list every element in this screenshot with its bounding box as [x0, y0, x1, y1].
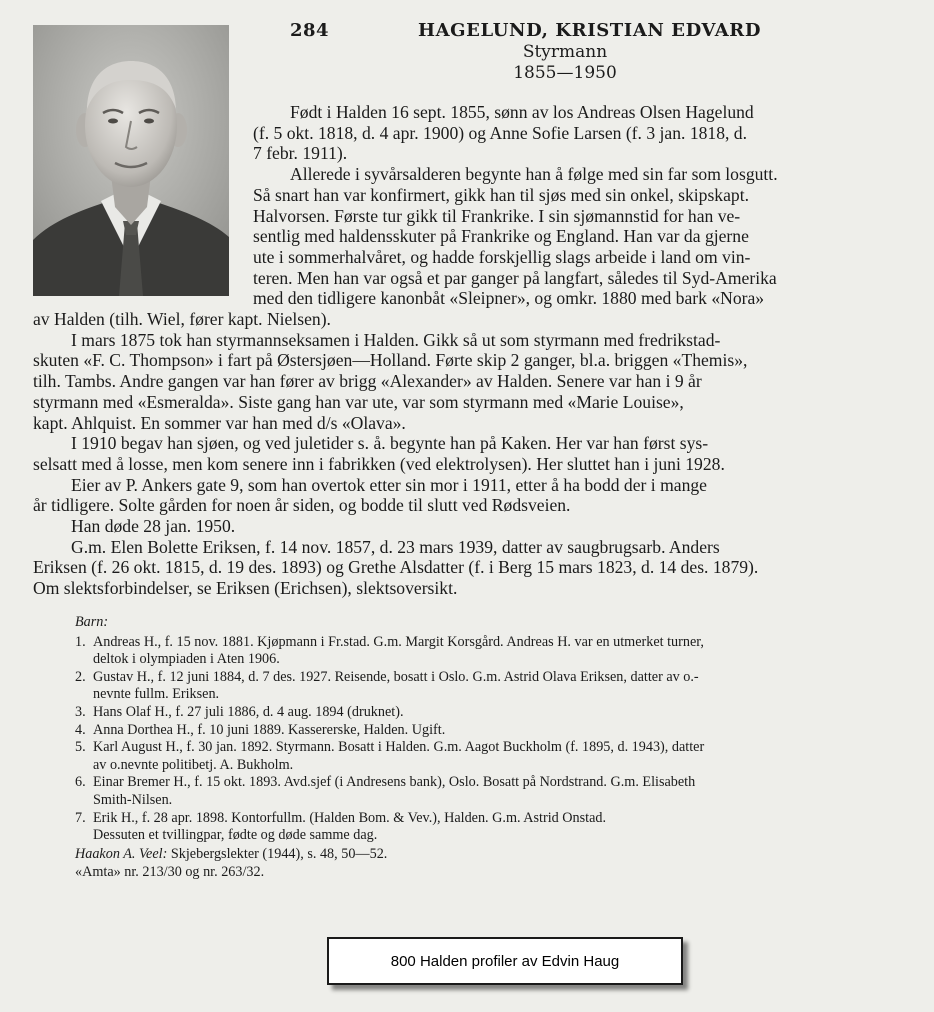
item-text: Karl August H., f. 30 jan. 1892. Styrmann. Bosatt i Halden. G.m. Aagot Buckholm (f. 1895, d. 1943), datter — [93, 739, 705, 756]
lifespan: 1855—1950 — [513, 63, 617, 83]
text-line: skuten «F. C. Thompson» i fart på Østersjøen—Holland. Førte skip 2 ganger, bl.a. briggen «Themis», — [33, 350, 748, 371]
occupation: Styrmann — [522, 42, 608, 62]
text-line: Så snart han var konfirmert, gikk han til sjøs med sin onkel, skipskapt. — [253, 184, 749, 205]
item-text: Andreas H., f. 15 nov. 1881. Kjøpmann i Fr.stad. G.m. Margit Korsgård. Andreas H. var en utmerket turner, — [93, 633, 704, 650]
item-text: Hans Olaf H., f. 27 juli 1886, d. 4 aug. 1894 (druknet). — [93, 703, 404, 720]
item-text-continued: Dessuten et tvillingpar, fødte og døde samme dag. — [93, 827, 378, 844]
text-line: (f. 5 okt. 1818, d. 4 apr. 1900) og Anne Sofie Larsen (f. 3 jan. 1818, d. — [253, 122, 748, 143]
source-author: Haakon A. Veel: — [75, 846, 168, 862]
text-line: med den tidligere kanonbåt «Sleipner», og omkr. 1880 med bark «Nora» — [253, 288, 765, 309]
text-line: kapt. Ahlquist. En sommer var han med d/s «Olava». — [33, 412, 406, 433]
person-name: HAGELUND, KRISTIAN EDVARD — [418, 20, 762, 41]
item-text: Gustav H., f. 12 juni 1884, d. 7 des. 1927. Reisende, bosatt i Oslo. G.m. Astrid Olava Eriksen, datter av o.- — [93, 668, 699, 685]
text-line: selsatt med å losse, men kom senere inn i fabrikken (ved elektrolysen). Her sluttet han i juni 1928. — [33, 453, 725, 474]
text-line: Født i Halden 16 sept. 1855, sønn av los Andreas Olsen Hagelund — [290, 102, 754, 122]
text-line: Om slektsforbindelser, se Eriksen (Erichsen), slektsoversikt. — [33, 578, 458, 599]
source-line — [75, 846, 775, 864]
item-number: 1. — [75, 633, 86, 650]
text-line: Eriksen (f. 26 okt. 1815, d. 19 des. 1893) og Grethe Alsdatter (f. i Berg 15 mars 1823, d. 14 des. 1879). — [33, 557, 759, 578]
text-line: styrmann med «Esmeralda». Siste gang han var ute, var som styrmann med «Marie Louise», — [33, 391, 684, 412]
biography-text — [33, 102, 923, 599]
item-text-continued: nevnte fullm. Eriksen. — [93, 686, 220, 703]
item-number: 4. — [75, 721, 86, 738]
text-line: G.m. Elen Bolette Eriksen, f. 14 nov. 1857, d. 23 mars 1939, datter av saugbrugsarb. Anders — [71, 536, 720, 557]
text-line: Allerede i syvårsalderen begynte han å følge med sin far som losgutt. — [290, 164, 778, 185]
text-line: Halvorsen. Første tur gikk til Frankrike. I sin sjømannstid for han ve- — [253, 205, 741, 226]
page-number: 284 — [290, 20, 330, 41]
item-number: 6. — [75, 774, 86, 791]
text-line: I 1910 begav han sjøen, og ved juletider s. å. begynte han på Kaken. Her var han først sys- — [71, 433, 709, 454]
list-item — [75, 704, 900, 722]
text-line: ute i sommerhalvåret, og hadde forskjellig slags arbeide i land om vin- — [253, 246, 751, 267]
list-item — [75, 739, 900, 774]
text-line: I mars 1875 tok han styrmannseksamen i Halden. Gikk så ut som styrmann med fredrikstad- — [71, 329, 721, 350]
item-text: Einar Bremer H., f. 15 okt. 1893. Avd.sjef (i Andresens bank), Oslo. Bosatt på Nordstrand. G.m. Elisabeth — [93, 774, 696, 791]
item-number: 7. — [75, 809, 86, 826]
caption-box — [327, 937, 683, 985]
list-item — [75, 669, 900, 704]
source-title: Skjebergslekter (1944), s. 48, 50—52. — [170, 846, 388, 862]
item-text-continued: av o.nevnte politibetj. A. Bukholm. — [93, 756, 294, 773]
list-item — [75, 774, 900, 809]
item-text-continued: Smith-Nilsen. — [93, 791, 173, 808]
sources — [75, 846, 775, 881]
list-item — [75, 810, 900, 845]
list-item — [75, 634, 900, 669]
item-number: 2. — [75, 668, 86, 685]
item-number: 3. — [75, 703, 86, 720]
text-line: år tidligere. Solte gården for noen år siden, og bodde til slutt ved Rødsveien. — [33, 495, 571, 516]
text-line: sentlig med haldensskuter på Frankrike og England. Han var da gjerne — [253, 226, 749, 247]
children-heading: Barn: — [75, 614, 109, 630]
list-item — [75, 722, 900, 740]
text-line: Eier av P. Ankers gate 9, som han overtok etter sin mor i 1911, etter å ha bodd der i mange — [71, 474, 707, 495]
item-number: 5. — [75, 739, 86, 756]
text-line: 7 febr. 1911). — [253, 143, 348, 164]
source-line: «Amta» nr. 213/30 og nr. 263/32. — [75, 863, 265, 880]
item-text: Erik H., f. 28 apr. 1898. Kontorfullm. (Halden Bom. & Vev.), Halden. G.m. Astrid Onstad. — [93, 809, 607, 826]
children-list — [75, 614, 900, 845]
text-line: tilh. Tambs. Andre gangen var han fører av brigg «Alexander» av Halden. Senere var han i 9 år — [33, 371, 702, 392]
text-line: av Halden (tilh. Wiel, fører kapt. Nielsen). — [33, 309, 331, 330]
item-text: Anna Dorthea H., f. 10 juni 1889. Kassererske, Halden. Ugift. — [93, 721, 446, 738]
text-line: Han døde 28 jan. 1950. — [71, 516, 236, 537]
item-text-continued: deltok i olympiaden i Aten 1906. — [93, 651, 280, 668]
text-line: teren. Men han var også et par ganger på langfart, således til Syd-Amerika — [253, 267, 777, 288]
caption-text: 800 Halden profiler av Edvin Haug — [390, 952, 620, 970]
